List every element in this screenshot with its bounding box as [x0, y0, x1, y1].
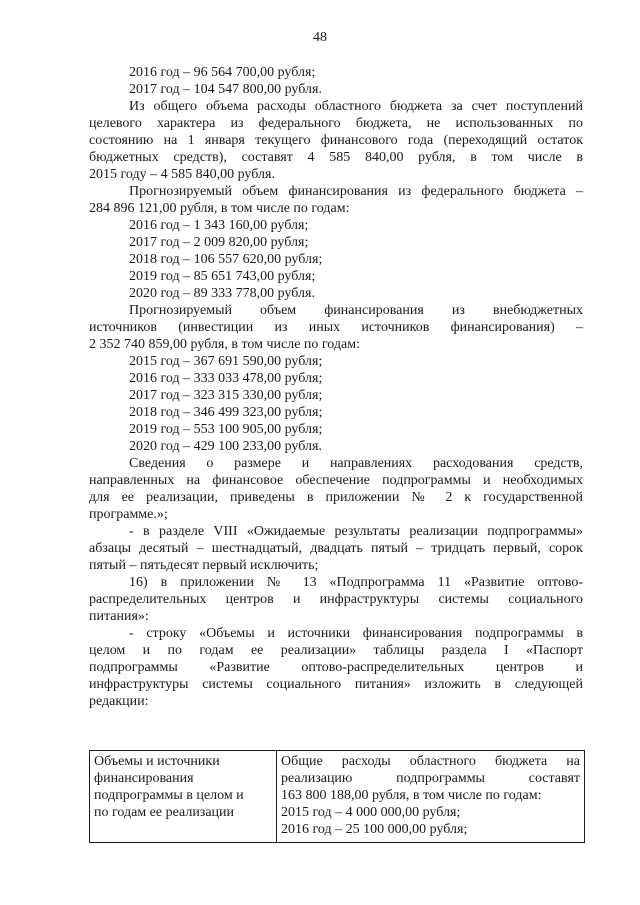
table-label-line: Объемы и источники: [94, 754, 220, 769]
text-line: 2 352 740 859,00 рубля, в том числе по годам:: [89, 337, 360, 352]
text-line: 2019 год – 85 651 743,00 рубля;: [129, 269, 316, 284]
text-line: Прогнозируемый объем финансирования из внебюджетных: [129, 303, 583, 318]
table-row: [90, 751, 585, 843]
text-line: бюджетных средств), составят 4 585 840,00 рубля, в том числе в: [89, 150, 583, 165]
text-line: 2015 году – 4 585 840,00 рубля.: [89, 167, 275, 182]
text-line: - в разделе VIII «Ожидаемые результаты реализации подпрограммы»: [129, 524, 583, 539]
text-line: источников (инвестиции из иных источников финансирования) –: [89, 320, 583, 335]
page-number: 48: [313, 30, 327, 45]
text-line: целом и по годам ее реализации» таблицы раздела I «Паспорт: [89, 643, 583, 658]
text-line: абзацы десятый – шестнадцатый, двадцать пятый – тридцать первый, сорок: [89, 541, 583, 556]
text-line: 2016 год – 1 343 160,00 рубля;: [129, 218, 309, 233]
text-line: 2018 год – 346 499 323,00 рубля;: [129, 405, 323, 420]
text-line: 2016 год – 96 564 700,00 рубля;: [129, 65, 316, 80]
text-line: 2020 год – 429 100 233,00 рубля.: [129, 439, 322, 454]
text-line: подпрограммы «Развитие оптово-распределительных центров и: [89, 660, 583, 675]
table-value-line: 2016 год – 25 100 000,00 рубля;: [281, 822, 468, 837]
text-line: инфраструктуры системы социального питания» изложить в следующей: [89, 677, 583, 692]
text-line: для ее реализации, приведены в приложении № 2 к государственной: [89, 490, 583, 505]
text-line: Прогнозируемый объем финансирования из федерального бюджета –: [129, 184, 583, 199]
table-label-line: по годам ее реализации: [94, 805, 235, 820]
text-line: 16) в приложении № 13 «Подпрограмма 11 «Развитие оптово-: [129, 575, 583, 590]
table-value-line: 2015 год – 4 000 000,00 рубля;: [281, 805, 461, 820]
table-cell-value: [277, 751, 585, 843]
text-line: 2017 год – 104 547 800,00 рубля.: [129, 82, 322, 97]
text-line: - строку «Объемы и источники финансирования подпрограммы в: [129, 626, 583, 641]
table-value-line: 163 800 188,00 рубля, в том числе по годам:: [281, 788, 542, 803]
text-line: пятый – пятьдесят первый исключить;: [89, 558, 319, 573]
text-line: 2020 год – 89 333 778,00 рубля.: [129, 286, 315, 301]
text-line: 2019 год – 553 100 905,00 рубля;: [129, 422, 323, 437]
text-line: Из общего объема расходы областного бюджета за счет поступлений: [129, 99, 583, 114]
table-label-line: финансирования: [94, 771, 194, 786]
text-line: направленных на финансовое обеспечение подпрограммы и необходимых: [89, 473, 583, 488]
text-line: 2017 год – 2 009 820,00 рубля;: [129, 235, 309, 250]
table-value-line: Общие расходы областного бюджета на: [281, 754, 580, 769]
table-value-line: реализацию подпрограммы составят: [281, 771, 580, 786]
text-line: целевого характера из федерального бюджета, не использованных по: [89, 116, 583, 131]
text-line: 2015 год – 367 691 590,00 рубля;: [129, 354, 323, 369]
text-line: редакции:: [89, 694, 149, 709]
text-line: программе.»;: [89, 507, 168, 522]
text-line: 2016 год – 333 033 478,00 рубля;: [129, 371, 323, 386]
text-line: Сведения о размере и направлениях расходования средств,: [129, 456, 583, 471]
text-line: питания»:: [89, 609, 149, 624]
text-line: 2018 год – 106 557 620,00 рубля;: [129, 252, 323, 267]
passport-table: [89, 750, 585, 843]
table-cell-label: [90, 751, 277, 843]
text-line: состоянию на 1 января текущего финансового года (переходящий остаток: [89, 133, 583, 148]
text-line: 2017 год – 323 315 330,00 рубля;: [129, 388, 323, 403]
table-label-line: подпрограммы в целом и: [94, 788, 244, 803]
text-line: распределительных центров и инфраструктуры системы социального: [89, 592, 583, 607]
text-line: 284 896 121,00 рубля, в том числе по годам:: [89, 201, 350, 216]
document-body: [89, 64, 583, 710]
